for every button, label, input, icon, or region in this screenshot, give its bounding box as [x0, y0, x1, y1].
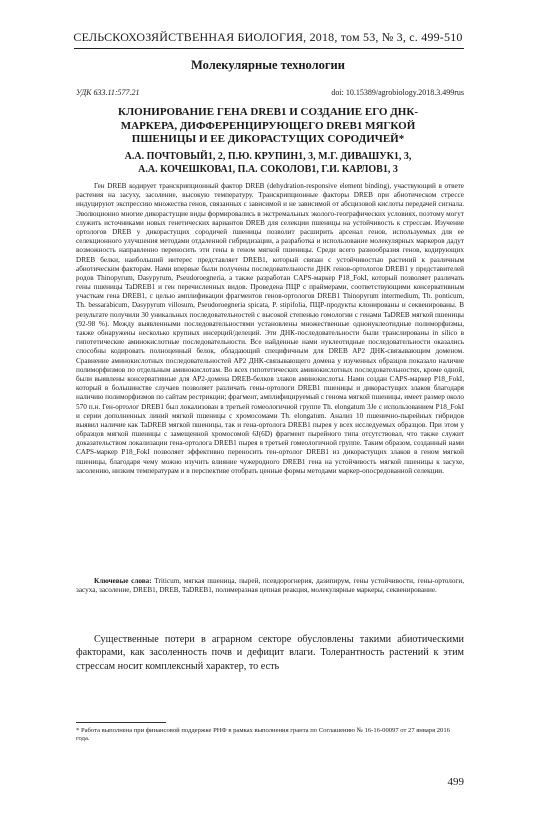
article-meta	[76, 88, 464, 97]
page-number: 499	[447, 776, 464, 788]
running-head: СЕЛЬСКОХОЗЯЙСТВЕННАЯ БИОЛОГИЯ, 2018, том 53, № 3, с. 499-510	[73, 30, 463, 44]
keywords-label: Ключевые слова:	[94, 577, 152, 585]
header-rule	[74, 48, 464, 49]
doi-link[interactable]: doi: 10.15389/agrobiology.2018.3.499rus	[331, 88, 464, 97]
article-title: КЛОНИРОВАНИЕ ГЕНА DREB1 И СОЗДАНИЕ ЕГО ДНК-МАРКЕРА, ДИФФЕРЕНЦИРУЮЩЕГО DREB1 МЯГКОЙ ПШЕНИЦЫ И ЕЕ ДИКОРАСТУЩИХ СОРОДИЧЕЙ*	[117, 106, 419, 145]
abstract: Ген DREB кодирует транскрипционный фактор DREB (dehydration-responsive element binding), участвующий в ответе растения на засуху, засоление, высокую температуру. Транскрипционные факторы DREB при абиотическом стрессе индуцируют экспрессию множества генов, связанных с зависимой и не зависимой от абсцизовой кислоты передачей сигнала. Эволюционно многие дикорастущие виды формировались в экстремальных эколого-географических условиях, поэтому могут служить источниками новых генетических вариантов DREB для селекции пшеницы на устойчивость к стрессам. Изучение ортологов DREB у дикорастущих сородичей пшеницы позволит расширить арсенал генов, используемых для ее селекционного улучшения методами отдаленной гибридизации, а разработка и использование молекулярных маркеров дадут возможность направленно переносить эти гены в геном мягкой пшеницы. Среди всего разнообразия генов, кодирующих DREB белки, наибольший интерес представляет DREB1, который связан с устойчивостью растений к различным абиотическим факторам. Нами впервые были получены последовательности ДНК генов-ортологов DREB1 у представителей родов Thinopyrum, Dasypyrum, Pseudoroegneria, а также разработан CAPS-маркер P18_FokI, который позволяет различать гены пшеницы TaDREB1 и ген перечисленных видов. Проведена ПЦР с праймерами, соответствующими консервативным участкам гена DREB1, с целью амплификации фрагментов генов-ортологов DREB1 Thinopyrum intermedium, Th. ponticum, Th. bessarabicum, Dasypyrum villosum, Pseudoroegneria spicata, P. stipifolia, ПЦР-продукты клонированы и секвенированы. В результате получили 30 уникальных последовательностей с высокой степенью гомологии с генами TaDREB мягкой пшеницы (92-98 %). Между выявленными последовательностями установлены множественные однонуклеотидные полиморфизмы, также обнаружены несколько крупных инсерций/делеций. Эти ДНК-последовательности были транслированы in silico в гипотетические аминокислотные последовательности. Все найденные нами нуклеотидные последовательности оказались способны кодировать полноценный белок, обладающий специфичным для DREB AP2 ДНК-связывающим доменом. Сравнение аминокислотных последовательностей AP2 ДНК-связывающего домена у изученных образцов показало наличие полиморфизмов по отдельным аминокислотам. Во всех гипотетических аминокислотных последовательностях, кроме одной, были выявлены консервативные для AP2-домена DREB-белков злаков аминокислоты. Нами создан CAPS-маркер P18_FokI, который в большинстве случаев позволяет различать гены-ортологи DREB1 пшеницы и дикорастущих злаков благодаря наличию полиморфизмов по сайтам рестрикции; фрагмент, амплифицируемый с генома мягкой пшеницы, имеет размер около 570 п.н. Ген-ортолог DREB1 был локализован в третьей гомеологичной группе Th. elongatum 3Je с использованием P18_FokI и серии дополненных линий мягкой пшеницы с хромосомами Th. elongatum. Анализ 10 пшенично-пырейных гибридов выявил наличие как TaDREB мягкой пшеницы, так и гена-ортолога DREB1 пырея у всех исследуемых образцов. При этом у образцов мягкой пшеницы с замещенной хромосомой 6J(6D) фрагмент пырейного типа отсутствовал, что также служит доказательством локализации гена-ортолога DREB1 пырея в третьей гомеологичной группе. Таким образом, созданный нами CAPS-маркер P18_FokI позволяет эффективно переносить ген-ортолог DREB1 из дикорастущих злаков в геном мягкой пшеницы, благодаря чему можно изучить влияние чужеродного DREB1 гена на устойчивость мягкой пшеницы к засухе, засолению, низким температурам и в перспективе отобрать ценные формы методами маркер-опосредованной селекции.	[76, 182, 464, 475]
section-title: Молекулярные технологии	[191, 58, 345, 72]
footnote-rule	[76, 722, 166, 723]
intro-paragraph: Существенные потери в аграрном секторе обусловлены такими абиотическими факторами, как засоленность почв и дефицит влаги. Толерантность растений к этим стрессам носит комплексный характер, то есть	[76, 634, 464, 672]
author-list	[90, 151, 446, 176]
authors-line-2: А.А. КОЧЕШКОВА1, П.А. СОКОЛОВ1, Г.И. КАРЛОВ1, 3	[138, 163, 398, 175]
keywords-text: Triticum, мягкая пшеница, пырей, псевдорогнерия, дазипирум, гены устойчивости, гены-ортологи, засуха, засоление, DREB1, DREB, TaDREB1, полимеразная цепная реакция, молекулярные маркеры, секвенирование.	[76, 577, 465, 595]
keywords	[76, 577, 464, 595]
authors-line-1: А.А. ПОЧТОВЫЙ1, 2, П.Ю. КРУПИН1, 3, М.Г. ДИВАШУК1, 3,	[124, 151, 412, 162]
udc-code: УДК 633.11:577.21	[76, 88, 140, 97]
footnote: * Работа выполнена при финансовой поддержке РНФ в рамках выполнения гранта по Соглашению № 16-16-00097 от 27 января 2016 года.	[76, 727, 450, 743]
